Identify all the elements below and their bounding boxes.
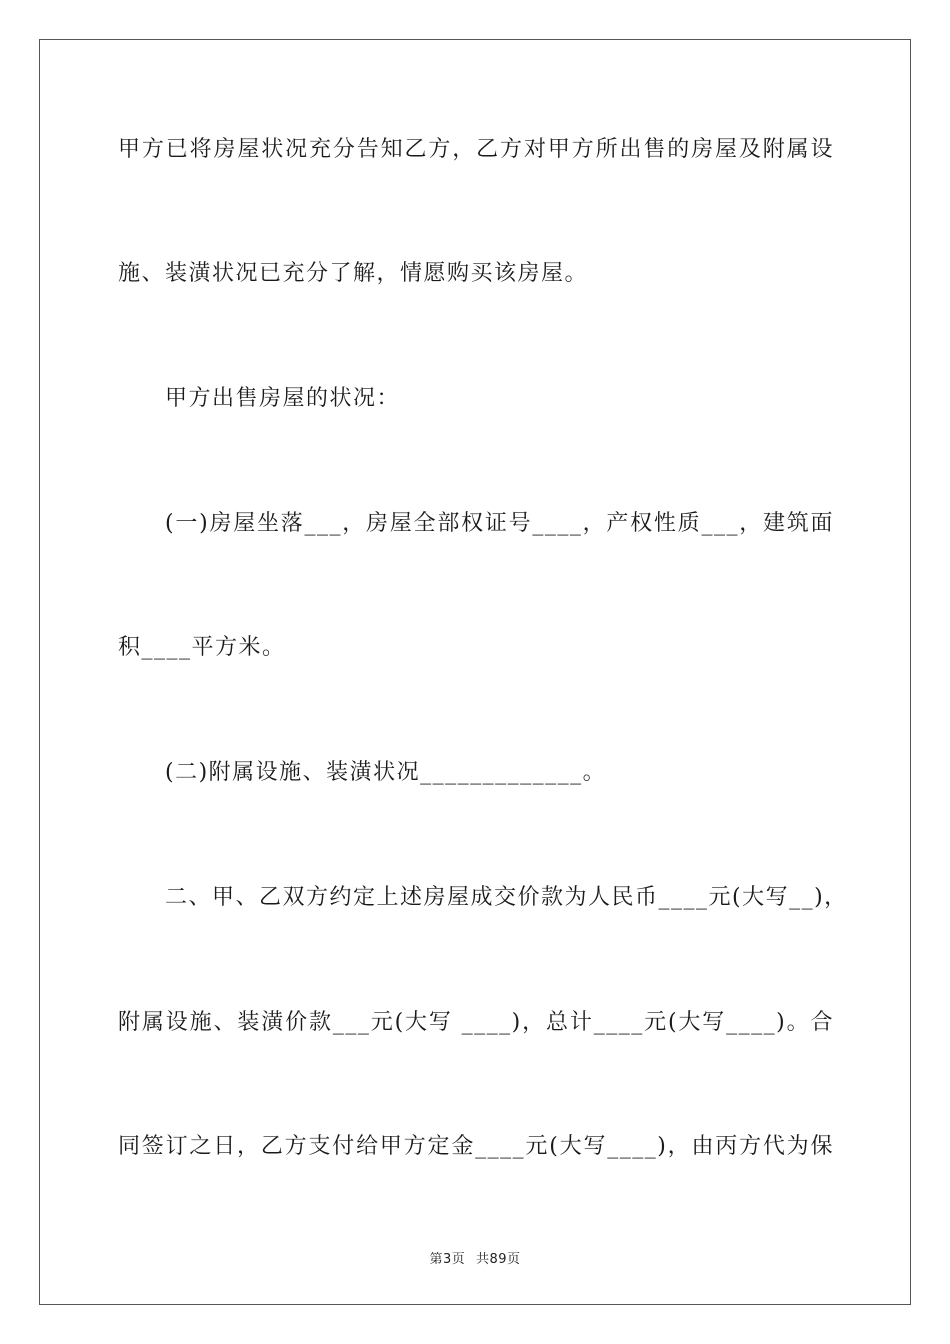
page-border [39, 39, 911, 1305]
paragraph-line-5: 积____平方米。 [118, 635, 286, 660]
paragraph-line-4: (一)房屋坐落___，房屋全部权证号____，产权性质___，建筑面 [165, 511, 834, 536]
paragraph-line-9: 同签订之日，乙方支付给甲方定金____元(大写____)，由丙方代为保 [118, 1134, 834, 1159]
paragraph-line-2: 施、装潢状况已充分了解，情愿购买该房屋。 [118, 261, 589, 286]
page-number: 第3页 [429, 1252, 466, 1267]
paragraph-line-3: 甲方出售房屋的状况： [165, 386, 401, 411]
paragraph-line-7: 二、甲、乙双方约定上述房屋成交价款为人民币____元(大写__)， [165, 885, 848, 910]
paragraph-line-1: 甲方已将房屋状况充分告知乙方，乙方对甲方所出售的房屋及附属设 [118, 137, 834, 162]
paragraph-line-6: (二)附属设施、装潢状况_____________。 [165, 760, 607, 785]
page-footer [0, 1248, 950, 1267]
paragraph-line-8: 附属设施、装潢价款___元(大写 ____)，总计____元(大写____)。合 [118, 1010, 834, 1035]
page-total: 共89页 [475, 1252, 521, 1267]
